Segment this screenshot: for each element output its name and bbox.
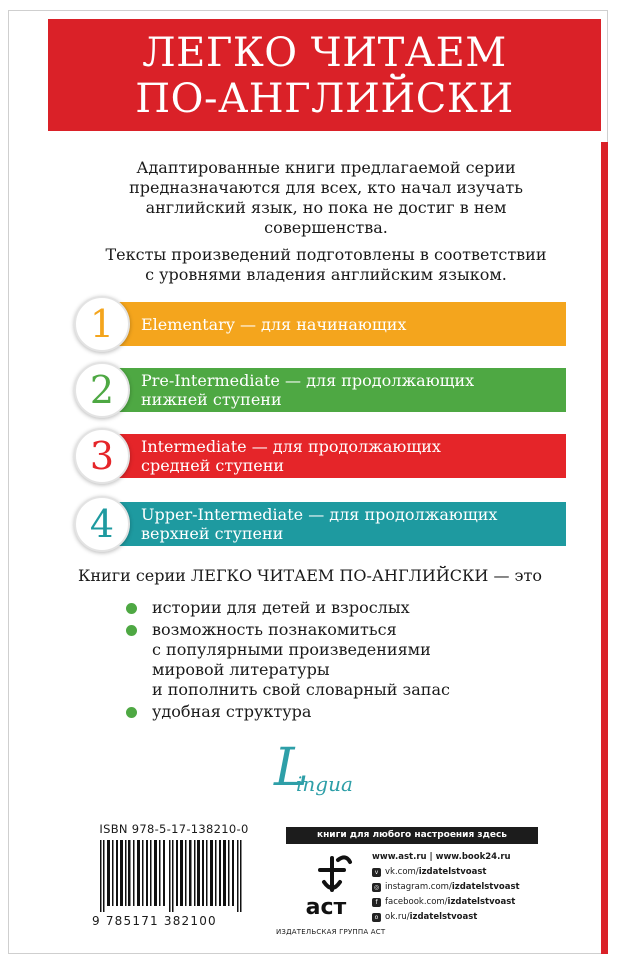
title-band xyxy=(48,19,601,131)
list-item-line: истории для детей и взрослых xyxy=(152,598,410,617)
intro-p1-line: Адаптированные книги предлагаемой серии xyxy=(136,158,516,177)
level-label xyxy=(141,371,474,409)
intro-p1-line: английский язык, но пока не достиг в нем xyxy=(145,198,507,217)
publisher-logo xyxy=(276,850,386,942)
red-spine-stripe xyxy=(601,142,608,954)
level-label xyxy=(141,505,497,543)
series-intro: Книги серии ЛЕГКО ЧИТАЕМ ПО-АНГЛИЙСКИ — это xyxy=(78,566,542,585)
list-item-line: и пополнить свой словарный запас xyxy=(152,680,450,699)
bullet-dot-icon xyxy=(126,625,137,636)
bullet-dot-icon xyxy=(126,603,137,614)
level-4 xyxy=(74,496,566,552)
tagline-bar: книги для любого настроения здесь xyxy=(286,827,538,844)
title-line-1: ЛЕГКО ЧИТАЕМ xyxy=(142,30,507,76)
intro-p1-line: предназначаются для всех, кто начал изучать xyxy=(129,178,523,197)
barcode-digits: 9 785171 382100 xyxy=(92,914,217,928)
social-handle: izdatelstvoast xyxy=(451,882,520,892)
intro-p1-line: совершенства. xyxy=(264,218,388,237)
level-label-line: Upper-Intermediate — для продолжающих xyxy=(141,505,498,524)
publisher-mark: аст xyxy=(305,895,347,920)
instagram-icon: ◎ xyxy=(373,884,380,891)
level-number: 2 xyxy=(74,362,130,418)
feature-list xyxy=(126,598,450,724)
level-label-line: средней ступени xyxy=(141,456,285,475)
facebook-icon: f xyxy=(372,898,381,907)
level-2 xyxy=(74,362,566,418)
barcode-bars xyxy=(92,838,256,912)
social-handle: izdatelstvoast xyxy=(447,897,516,907)
list-item-line: с популярными произведениями xyxy=(152,640,431,659)
social-prefix: facebook.com/ xyxy=(385,897,448,907)
bullet-dot-icon xyxy=(126,707,137,718)
ast-logo-icon xyxy=(276,850,380,926)
website-links[interactable]: www.ast.ru | www.book24.ru xyxy=(372,852,511,862)
level-label xyxy=(141,315,406,334)
publisher-name: ИЗДАТЕЛЬСКАЯ ГРУППА АСТ xyxy=(276,928,386,936)
odnoklassniki-icon: o xyxy=(372,913,381,922)
level-number: 3 xyxy=(74,428,130,484)
publisher-links xyxy=(372,850,542,925)
title-line-2: ПО-АНГЛИЙСКИ xyxy=(135,76,514,122)
social-link-instagram[interactable] xyxy=(372,880,542,895)
vk-icon: v xyxy=(372,868,381,877)
social-prefix: instagram.com/ xyxy=(385,882,452,892)
barcode xyxy=(92,822,256,932)
logo-letter: L xyxy=(274,738,309,798)
social-link-facebook[interactable] xyxy=(372,895,542,910)
intro-p2-line: Тексты произведений подготовлены в соответствии xyxy=(105,245,547,264)
intro-paragraph-1 xyxy=(60,158,592,238)
social-handle: izdatelstvoast xyxy=(409,912,478,922)
list-item xyxy=(126,620,450,700)
intro-p2-line: с уровнями владения английским языком. xyxy=(145,265,507,284)
intro-paragraph-2 xyxy=(60,245,592,285)
list-item xyxy=(126,702,450,722)
level-label-line: Intermediate — для продолжающих xyxy=(141,437,441,456)
logo-text: ingua xyxy=(296,772,353,796)
level-label-line: Pre-Intermediate — для продолжающих xyxy=(141,371,475,390)
social-link-vk[interactable] xyxy=(372,865,542,880)
level-label-line: нижней ступени xyxy=(141,390,282,409)
social-handle: izdatelstvoast xyxy=(418,867,487,877)
level-label-line: верхней ступени xyxy=(141,524,284,543)
list-item-line: возможность познакомиться xyxy=(152,620,397,639)
level-number: 1 xyxy=(74,296,130,352)
level-label xyxy=(141,437,441,475)
social-prefix: ok.ru/ xyxy=(385,912,410,922)
level-label-line: Elementary — для начинающих xyxy=(141,315,407,334)
list-item xyxy=(126,598,450,618)
lingua-logo xyxy=(262,738,362,804)
level-1 xyxy=(74,296,566,352)
level-number: 4 xyxy=(74,496,130,552)
social-prefix: vk.com/ xyxy=(385,867,419,877)
social-link-ok[interactable] xyxy=(372,910,542,925)
list-item-line: удобная структура xyxy=(152,702,312,721)
list-item-line: мировой литературы xyxy=(152,660,330,679)
level-3 xyxy=(74,428,566,484)
isbn-label: ISBN 978-5-17-138210-0 xyxy=(99,822,249,836)
